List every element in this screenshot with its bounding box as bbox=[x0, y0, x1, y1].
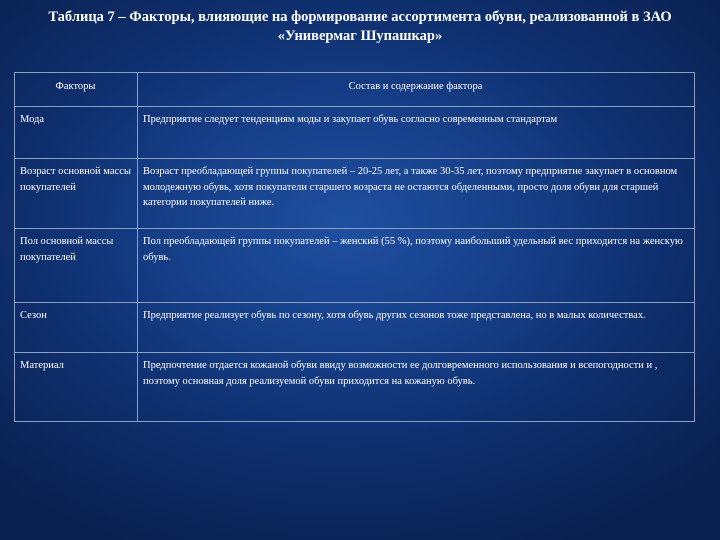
content-cell: Возраст преобладающей группы покупателей – 20-25 лет, а также 30-35 лет, поэтому предприятие закупает в основном молодежную обувь, хотя покупатели старшего возраста не остаются обделенными, просто доля обуви для старшей категории покупателей ниже. bbox=[138, 159, 695, 229]
page-title bbox=[0, 8, 720, 46]
factor-cell: Пол основной массы покупателей bbox=[15, 229, 138, 303]
table-row bbox=[15, 303, 695, 353]
title-line-1: Таблица 7 – Факторы, влияющие на формирование ассортимента обуви, реализованной в ЗАО bbox=[48, 9, 672, 25]
factor-cell: Материал bbox=[15, 353, 138, 422]
content-cell: Предпочтение отдается кожаной обуви ввиду возможности ее долговременного использования и всепогодности и , поэтому основная доля реализуемой обуви приходится на кожаную обувь. bbox=[138, 353, 695, 422]
table-row bbox=[15, 353, 695, 422]
table-row bbox=[15, 229, 695, 303]
factor-cell: Мода bbox=[15, 107, 138, 159]
title-line-2: «Универмаг Шупашкар» bbox=[277, 28, 443, 44]
factors-table bbox=[14, 72, 695, 422]
table-row bbox=[15, 107, 695, 159]
content-cell: Предприятие реализует обувь по сезону, хотя обувь других сезонов тоже представлена, но в малых количествах. bbox=[138, 303, 695, 353]
content-cell: Пол преобладающей группы покупателей – женский (55 %), поэтому наибольший удельный вес приходится на женскую обувь. bbox=[138, 229, 695, 303]
factor-cell: Возраст основной массы покупателей bbox=[15, 159, 138, 229]
table-header-row bbox=[15, 73, 695, 107]
table-row bbox=[15, 159, 695, 229]
factor-cell: Сезон bbox=[15, 303, 138, 353]
column-header-factors: Факторы bbox=[15, 73, 138, 107]
content-cell: Предприятие следует тенденциям моды и закупает обувь согласно современным стандартам bbox=[138, 107, 695, 159]
column-header-content: Состав и содержание фактора bbox=[138, 73, 695, 107]
